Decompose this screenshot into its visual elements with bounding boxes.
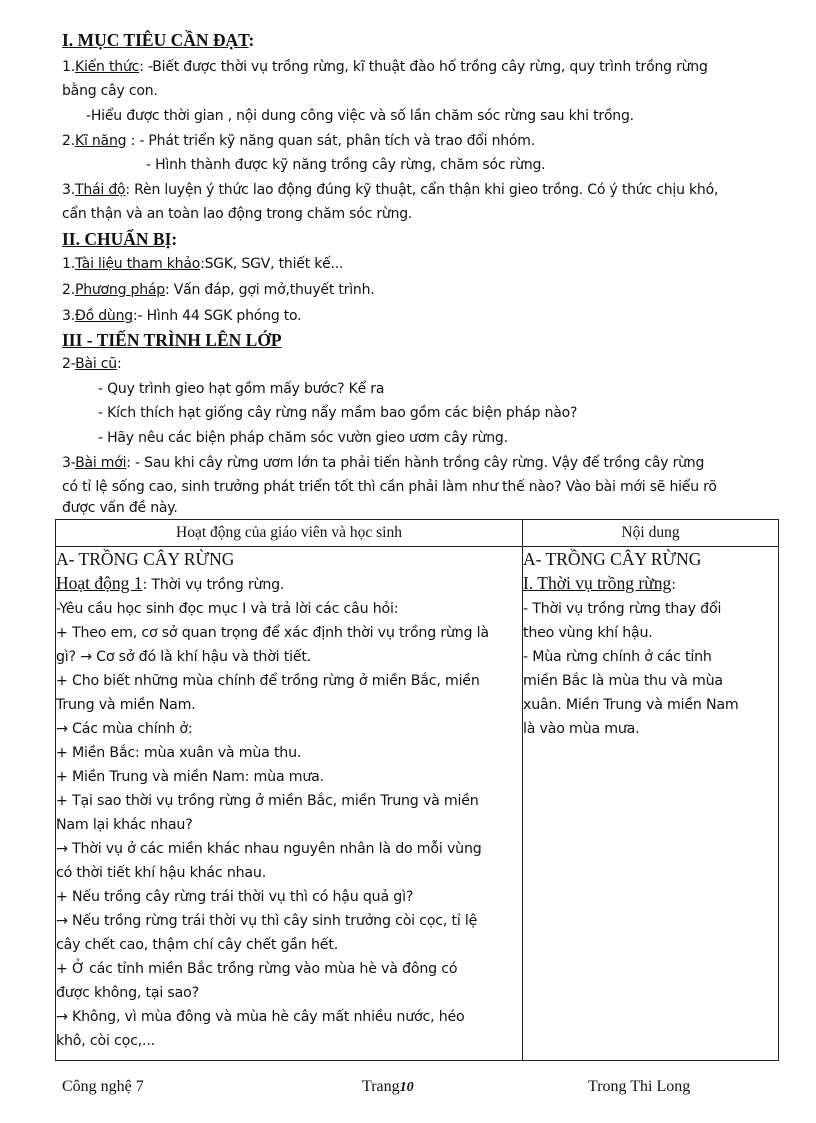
activity-line: → Thời vụ ở các miền khác nhau nguyên nhân là do mỗi vùng (56, 841, 482, 857)
left-section-title: A- TRỒNG CÂY RỪNG (56, 549, 235, 569)
activity-line: + Tại sao thời vụ trồng rừng ở miền Bắc, miền Trung và miền (56, 793, 479, 809)
activity-line: + Ở các tỉnh miền Bắc trồng rừng vào mùa hè và đông có (56, 961, 458, 977)
activity-line: + Nếu trồng cây rừng trái thời vụ thì có hậu quả gì? (56, 889, 414, 905)
teacher-student-activity-header: Hoạt động của giáo viên và học sinh (56, 520, 523, 547)
activity-line: có thời tiết khí hậu khác nhau. (56, 865, 267, 881)
lesson-table (55, 519, 779, 1061)
new-lesson-line-2: có tỉ lệ sống cao, sinh trưởng phát triển tốt thì cần phải làm như thế nào? Vào bài mới sẽ hiểu rõ (62, 479, 717, 495)
tools-line: 3.Đồ dùng:- Hình 44 SGK phóng to. (62, 308, 302, 324)
activity-line: cây chết cao, thậm chí cây chết gần hết. (56, 937, 338, 953)
content-cell (523, 547, 779, 1061)
old-question-2: - Kích thích hạt giống cây rừng nẩy mầm bao gồm các biện pháp nào? (98, 405, 578, 421)
old-lesson-label: Bài cũ (75, 356, 117, 372)
procedure-heading: III - TIẾN TRÌNH LÊN LỚP (62, 330, 282, 350)
method-label: Phương pháp (74, 282, 165, 298)
activity-line: Trung và miền Nam. (56, 697, 196, 713)
activity-heading: Hoạt động 1: Thời vụ trồng rừng. (56, 573, 285, 593)
content-subtitle: I. Thời vụ trồng rừng: (523, 573, 676, 593)
activity-line: → Nếu trồng rừng trái thời vụ thì cây sinh trưởng còi cọc, tỉ lệ (56, 913, 478, 929)
activity-lines (56, 597, 522, 1053)
content-line: - Mùa rừng chính ở các tỉnh (523, 649, 712, 665)
content-lines (523, 597, 778, 741)
objectives-heading: I. MỤC TIÊU CẦN ĐẠT: (62, 30, 255, 50)
right-section-title: A- TRỒNG CÂY RỪNG (523, 549, 702, 569)
new-lesson-line-3: được vấn đề này. (62, 500, 178, 516)
knowledge-line: 1.Kiến thức: -Biết được thời vụ trồng rừng, kĩ thuật đào hố trồng cây rừng, quy trình trồng rừng (62, 59, 708, 75)
footer-subject: Công nghệ 7 (62, 1078, 144, 1095)
skills-label: Kĩ năng (74, 133, 127, 149)
table-body-row (56, 547, 779, 1061)
attitude-line: 3.Thái độ: Rèn luyện ý thức lao động đúng kỹ thuật, cẩn thận khi gieo trồng. Có ý thức chịu khó, (62, 182, 719, 198)
activity-line: → Các mùa chính ở: (56, 721, 193, 737)
content-line: xuân. Miền Trung và miền Nam (523, 697, 739, 713)
footer-page: Trang10 (362, 1078, 414, 1095)
activity-line: + Cho biết những mùa chính để trồng rừng ở miền Bắc, miền (56, 673, 480, 689)
content-line: miền Bắc là mùa thu và mùa (523, 673, 723, 689)
knowledge-line-2: bằng cây con. (62, 83, 158, 99)
tools-label: Đồ dùng (74, 308, 133, 324)
activity-cell (56, 547, 523, 1061)
old-lesson-line: 2-Bài cũ: (62, 356, 122, 372)
old-question-1: - Quy trình gieo hạt gồm mấy bước? Kể ra (98, 381, 385, 397)
activity-line: Nam lại khác nhau? (56, 817, 193, 833)
activity-line: gì? → Cơ sở đó là khí hậu và thời tiết. (56, 649, 312, 665)
materials-line: 1.Tài liệu tham khảo:SGK, SGV, thiết kế... (62, 256, 344, 272)
attitude-label: Thái độ (74, 182, 126, 198)
activity-line: khô, còi cọc,... (56, 1033, 155, 1049)
content-line: theo vùng khí hậu. (523, 625, 653, 641)
knowledge-label: Kiến thức (74, 59, 140, 75)
new-lesson-label: Bài mới (75, 455, 127, 471)
materials-label: Tài liệu tham khảo (74, 256, 201, 272)
content-line: là vào mùa mưa. (523, 721, 640, 737)
activity-line: + Miền Trung và miền Nam: mùa mưa. (56, 769, 324, 785)
skills-line-2: - Hình thành được kỹ năng trồng cây rừng, chăm sóc rừng. (146, 157, 546, 173)
new-lesson-line: 3-Bài mới: - Sau khi cây rừng ươm lớn ta phải tiến hành trồng cây rừng. Vậy để trồng cây rừng (62, 455, 705, 471)
table-header-row (56, 520, 779, 547)
activity-line: -Yêu cầu học sinh đọc mục I và trả lời các câu hỏi: (56, 601, 399, 617)
skills-line: 2.Kĩ năng : - Phát triển kỹ năng quan sát, phân tích và trao đổi nhóm. (62, 133, 535, 149)
knowledge-line-3: -Hiểu được thời gian , nội dung công việc và số lần chăm sóc rừng sau khi trồng. (86, 108, 634, 124)
activity-line: được không, tại sao? (56, 985, 199, 1001)
method-line: 2.Phương pháp: Vấn đáp, gợi mở,thuyết trình. (62, 282, 375, 298)
preparation-heading: II. CHUẨN BỊ: (62, 229, 178, 249)
activity-line: → Không, vì mùa đông và mùa hè cây mất nhiều nước, héo (56, 1009, 465, 1025)
attitude-line-2: cẩn thận và an toàn lao động trong chăm sóc rừng. (62, 206, 413, 222)
footer-author: Trong Thi Long (588, 1078, 691, 1095)
old-question-3: - Hãy nêu các biện pháp chăm sóc vườn gieo ươm cây rừng. (98, 430, 508, 446)
content-header: Nội dung (523, 520, 779, 547)
content-line: - Thời vụ trồng rừng thay đổi (523, 601, 722, 617)
activity-line: + Theo em, cơ sở quan trọng để xác định thời vụ trồng rừng là (56, 625, 489, 641)
activity-line: + Miền Bắc: mùa xuân và mùa thu. (56, 745, 302, 761)
